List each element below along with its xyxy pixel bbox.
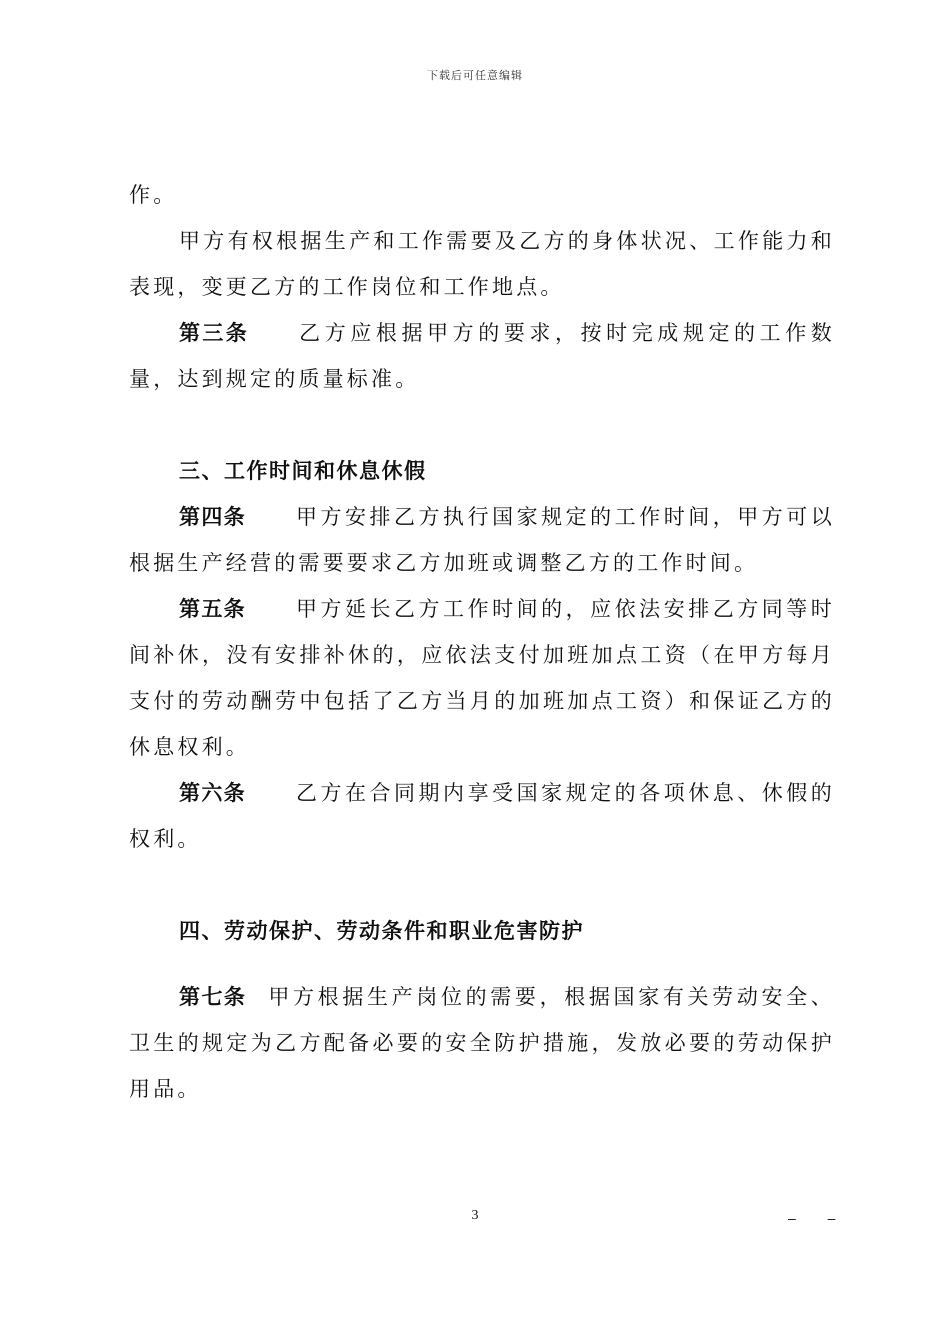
article-label: 第四条 [179,504,246,529]
article-text: 乙方应根据甲方的要求，按时完成规定的工作数量，达到规定的质量标准。 [129,321,836,391]
article-text: 甲方根据生产岗位的需要，根据国家有关劳动安全、卫生的规定为乙方配备必要的安全防护措施，发放必要的劳动保护用品。 [129,985,835,1101]
page-header: 下载后可任意编辑 [427,69,523,82]
document-body [129,172,835,1112]
article-5 [129,586,835,770]
section-heading: 三、工作时间和休息休假 [179,458,427,483]
article-6 [129,770,835,862]
paragraph: 甲方有权根据生产和工作需要及乙方的身体状况、工作能力和表现，变更乙方的工作岗位和工作地点。 [129,229,835,299]
footer-dashes: – – [788,1210,850,1226]
article-label: 第七条 [179,984,247,1009]
article-label: 第三条 [179,320,250,345]
article-text: 甲方安排乙方执行国家规定的工作时间，甲方可以根据生产经营的需要要求乙方加班或调整乙方的工作时间。 [129,505,835,575]
article-label: 第六条 [179,780,246,805]
article-4 [129,494,835,586]
page-number: 3 [471,1208,479,1223]
section-heading: 四、劳动保护、劳动条件和职业危害防护 [179,918,584,943]
article-text: 甲方延长乙方工作时间的，应依法安排乙方同等时间补休，没有安排补休的，应依法支付加班加点工资（在甲方每月支付的劳动酬劳中包括了乙方当月的加班加点工资）和保证乙方的休息权利。 [129,597,835,759]
article-7 [129,974,835,1112]
article-label: 第五条 [179,596,246,621]
article-3 [129,310,835,402]
article-text: 乙方在合同期内享受国家规定的各项休息、休假的权利。 [129,781,835,851]
paragraph: 作。 [129,183,178,207]
